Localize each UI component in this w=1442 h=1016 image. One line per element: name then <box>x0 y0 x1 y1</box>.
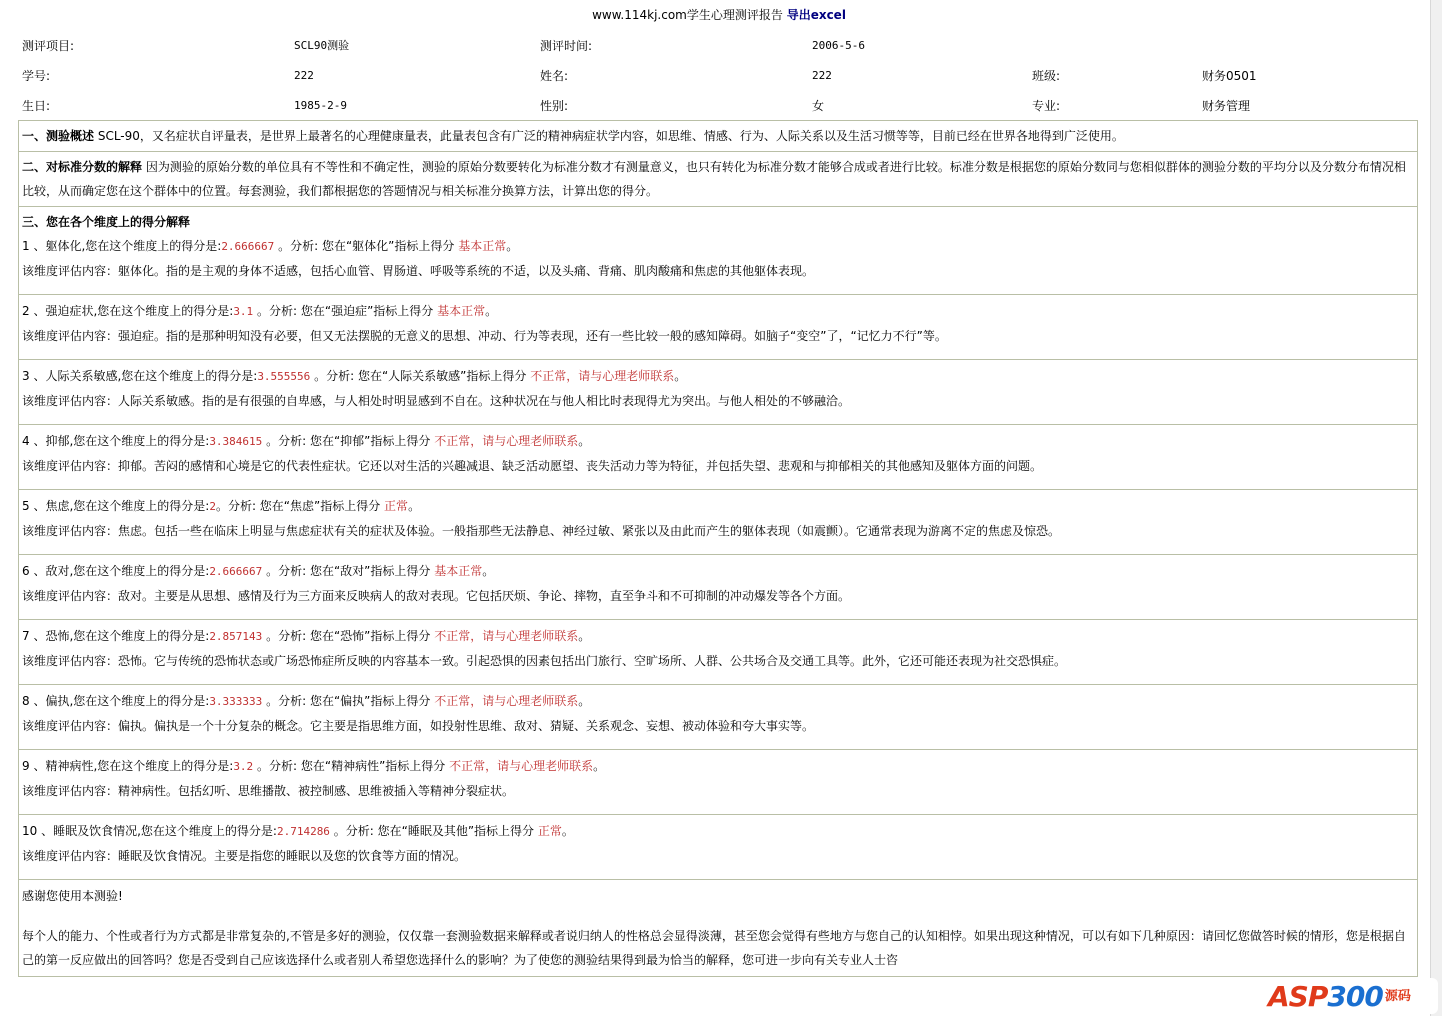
overview-section <box>19 121 1417 152</box>
dimension-desc: 该维度评估内容：睡眠及饮食情况。主要是指您的睡眠以及您的饮食等方面的情况。 <box>22 849 467 863</box>
dimension-score: 3.333333 <box>209 695 263 708</box>
asp300-watermark <box>1268 978 1438 1014</box>
label-gender: 性别: <box>540 98 569 113</box>
dimension-score: 3.1 <box>233 305 254 318</box>
standard-text: 因为测验的原始分数的单位具有不等性和不确定性，测验的原始分数要转化为标准分数才有测量意义，也只有转化为标准分数才能够合成或者进行比较。标准分数是根据您的原始分数同与您相似群体的测验分数的平均分以及分数分布情况相比较，从而确定您在这个群体中的位置。每套测验，我们都根据您的答题情况与相关标准分换算方法，计算出您的得分。 <box>22 160 1406 198</box>
value-test-item: SCL90测验 <box>294 39 350 52</box>
standard-score-section <box>19 152 1417 207</box>
dimension-result: 正常 <box>537 824 562 838</box>
info-row <box>18 60 1420 90</box>
dimension-desc: 该维度评估内容：人际关系敏感。指的是有很强的自卑感，与人相处时明显感到不自在。这种状况在与他人相比时表现得尤为突出。与他人相处的不够融洽。 <box>22 394 851 408</box>
dimension-result: 不正常，请与心理老师联系 <box>530 369 675 383</box>
value-name: 222 <box>812 68 832 82</box>
overview-text: SCL-90，又名症状自评量表，是世界上最著名的心理健康量表，此量表包含有广泛的精神病症状学内容，如思维、情感、行为、人际关系以及生活习惯等等，目前已经在世界各地得到广泛使用。 <box>94 129 1124 143</box>
label-name: 姓名: <box>540 68 569 83</box>
report-header <box>18 0 1420 30</box>
dimension-desc: 该维度评估内容：恐怖。它与传统的恐怖状态或广场恐怖症所反映的内容基本一致。引起恐惧的因素包括出门旅行、空旷场所、人群、公共场合及交通工具等。此外，它还可能还表现为社交恐惧症。 <box>22 654 1067 668</box>
dimension-item: 7 、恐怖,您在这个维度上的得分是:2.857143 。分析: 您在“恐怖”指标上得分 不正常，请与心理老师联系。 该维度评估内容：恐怖。它与传统的恐怖状态或广场恐怖症所反映的内容基本一致。引起恐惧的因素包括出门旅行、空旷场所、人群、公共场合及交通工具等。此外，它还可能还表现为社交恐惧症。 <box>19 620 1417 685</box>
value-gender: 女 <box>812 98 825 113</box>
dimension-item: 5 、焦虑,您在这个维度上的得分是:2。分析: 您在“焦虑”指标上得分 正常。 该维度评估内容：焦虑。包括一些在临床上明显与焦虑症状有关的症状及体验。一般指那些无法静息、神经过敏、紧张以及由此而产生的躯体表现（如震颤）。它通常表现为游离不定的焦虑及惊恐。 <box>19 490 1417 555</box>
report-page <box>18 0 1420 977</box>
label-student-id: 学号: <box>22 68 51 83</box>
overview-heading: 一、测验概述 <box>22 129 95 143</box>
value-major: 财务管理 <box>1202 98 1251 113</box>
dimension-score: 3.555556 <box>257 370 311 383</box>
dimension-item: 3 、人际关系敏感,您在这个维度上的得分是:3.555556 。分析: 您在“人际关系敏感”指标上得分 不正常，请与心理老师联系。 该维度评估内容：人际关系敏感。指的是有很强的自卑感，与人相处时明显感到不自在。这种状况在与他人相比时表现得尤为突出。与他人相处的不够融洽。 <box>19 360 1417 425</box>
dimension-result: 正常 <box>384 499 409 513</box>
watermark-source: 源码 <box>1384 988 1411 1004</box>
label-test-item: 测评项目: <box>22 38 75 53</box>
thanks-paragraph: 每个人的能力、个性或者行为方式都是非常复杂的,不管是多好的测验，仅仅靠一套测验数据来解释或者说归纳人的性格总会显得淡薄，甚至您会觉得有些地方与您自己的认知相悖。如果出现这种情况，可以有如下几种原因：请回忆您做答时候的情形，您是根据自己的第一反应做出的回答吗？您是否受到自己应该选择什么或者别人希望您选择什么的影响？为了使您的测验结果得到最为恰当的解释，您可进一步向有关专业人士咨 <box>22 929 1406 967</box>
dimension-item: 10 、睡眠及饮食情况,您在这个维度上的得分是:2.714286 。分析: 您在“睡眠及其他”指标上得分 正常。 该维度评估内容：睡眠及饮食情况。主要是指您的睡眠以及您的饮食等方面的情况。 <box>19 815 1417 879</box>
label-test-time: 测评时间: <box>540 38 593 53</box>
dimension-score: 2.666667 <box>221 240 275 253</box>
dimension-result: 基本正常 <box>458 239 507 253</box>
dimension-item: 6 、敌对,您在这个维度上的得分是:2.666667 。分析: 您在“敌对”指标上得分 基本正常。 该维度评估内容：敌对。主要是从思想、感情及行为三方面来反映病人的敌对表现。它包括厌烦、争论、摔物，直至争斗和不可抑制的冲动爆发等各个方面。 <box>19 555 1417 620</box>
value-class: 财务0501 <box>1202 68 1257 83</box>
dimension-result: 不正常，请与心理老师联系 <box>449 759 594 773</box>
dimension-item: 9 、精神病性,您在这个维度上的得分是:3.2 。分析: 您在“精神病性”指标上得分 不正常，请与心理老师联系。 该维度评估内容：精神病性。包括幻听、思维播散、被控制感、思维被插入等精神分裂症状。 <box>19 750 1417 815</box>
watermark-asp: ASP <box>1268 979 1328 1013</box>
dimension-result: 基本正常 <box>434 564 483 578</box>
label-birthday: 生日: <box>22 98 51 113</box>
dimension-result: 不正常，请与心理老师联系 <box>434 694 579 708</box>
vertical-scrollbar[interactable] <box>1430 0 1442 1016</box>
info-row <box>18 90 1420 120</box>
dimension-desc: 该维度评估内容：抑郁。苦闷的感情和心境是它的代表性症状。它还以对生活的兴趣减退、缺乏活动愿望、丧失活动力等为特征，并包括失望、悲观和与抑郁相关的其他感知及躯体方面的问题。 <box>22 459 1043 473</box>
dimension-result: 不正常，请与心理老师联系 <box>434 434 579 448</box>
report-body <box>18 120 1418 977</box>
label-major: 专业: <box>1032 98 1061 113</box>
dimension-result: 基本正常 <box>437 304 486 318</box>
label-class: 班级: <box>1032 68 1061 83</box>
value-test-time: 2006-5-6 <box>812 38 865 52</box>
dimension-result: 不正常，请与心理老师联系 <box>434 629 579 643</box>
dimension-item: 8 、偏执,您在这个维度上的得分是:3.333333 。分析: 您在“偏执”指标上得分 不正常，请与心理老师联系。 该维度评估内容：偏执。偏执是一个十分复杂的概念。它主要是指思维方面，如投射性思维、敌对、猜疑、关系观念、妄想、被动体验和夸大事实等。 <box>19 685 1417 750</box>
report-title: www.114kj.com学生心理测评报告 <box>592 8 783 22</box>
dimension-desc: 该维度评估内容：焦虑。包括一些在临床上明显与焦虑症状有关的症状及体验。一般指那些无法静息、神经过敏、紧张以及由此而产生的躯体表现（如震颤）。它通常表现为游离不定的焦虑及惊恐。 <box>22 524 1061 538</box>
dimension-item: 1 、躯体化,您在这个维度上的得分是:2.666667 。分析: 您在“躯体化”指标上得分 基本正常。 该维度评估内容：躯体化。指的是主观的身体不适感，包括心血管、胃肠道、呼吸等系统的不适，以及头痛、背痛、肌肉酸痛和焦虑的其他躯体表现。 <box>19 234 1417 295</box>
watermark-300: 300 <box>1327 979 1383 1013</box>
student-info-table <box>18 30 1420 120</box>
dimension-desc: 该维度评估内容：精神病性。包括幻听、思维播散、被控制感、思维被插入等精神分裂症状。 <box>22 784 515 798</box>
dimension-desc: 该维度评估内容：偏执。偏执是一个十分复杂的概念。它主要是指思维方面，如投射性思维、敌对、猜疑、关系观念、妄想、被动体验和夸大事实等。 <box>22 719 815 733</box>
export-excel-link[interactable]: 导出excel <box>786 8 846 22</box>
thanks-section <box>19 879 1417 976</box>
dimension-item: 2 、强迫症状,您在这个维度上的得分是:3.1 。分析: 您在“强迫症”指标上得分 基本正常。 该维度评估内容：强迫症。指的是那种明知没有必要，但又无法摆脱的无意义的思想、冲动、行为等表现，还有一些比较一般的感知障碍。如脑子“变空”了，“记忆力不行”等。 <box>19 295 1417 360</box>
dimension-score: 2.666667 <box>209 565 263 578</box>
dimension-score: 2 <box>209 500 216 513</box>
dimension-score: 2.714286 <box>276 825 330 838</box>
dimension-desc: 该维度评估内容：敌对。主要是从思想、感情及行为三方面来反映病人的敌对表现。它包括厌烦、争论、摔物，直至争斗和不可抑制的冲动爆发等各个方面。 <box>22 589 851 603</box>
dimension-desc: 该维度评估内容：强迫症。指的是那种明知没有必要，但又无法摆脱的无意义的思想、冲动、行为等表现，还有一些比较一般的感知障碍。如脑子“变空”了，“记忆力不行”等。 <box>22 329 947 343</box>
thanks-line: 感谢您使用本测验! <box>22 889 123 903</box>
dimension-desc: 该维度评估内容：躯体化。指的是主观的身体不适感，包括心血管、胃肠道、呼吸等系统的不适，以及头痛、背痛、肌肉酸痛和焦虑的其他躯体表现。 <box>22 264 815 278</box>
dimension-score: 3.2 <box>233 760 254 773</box>
info-row <box>18 30 1420 60</box>
dimensions-heading-row <box>19 207 1417 234</box>
dimensions-list <box>19 234 1417 879</box>
dimensions-heading: 三、您在各个维度上的得分解释 <box>22 215 191 229</box>
standard-heading: 二、对标准分数的解释 <box>22 160 143 174</box>
value-birthday: 1985-2-9 <box>294 98 347 112</box>
dimension-score: 2.857143 <box>209 630 263 643</box>
dimension-score: 3.384615 <box>209 435 263 448</box>
dimension-item: 4 、抑郁,您在这个维度上的得分是:3.384615 。分析: 您在“抑郁”指标上得分 不正常，请与心理老师联系。 该维度评估内容：抑郁。苦闷的感情和心境是它的代表性症状。它还以对生活的兴趣减退、缺乏活动愿望、丧失活动力等为特征，并包括失望、悲观和与抑郁相关的其他感知及躯体方面的问题。 <box>19 425 1417 490</box>
value-student-id: 222 <box>294 68 314 82</box>
